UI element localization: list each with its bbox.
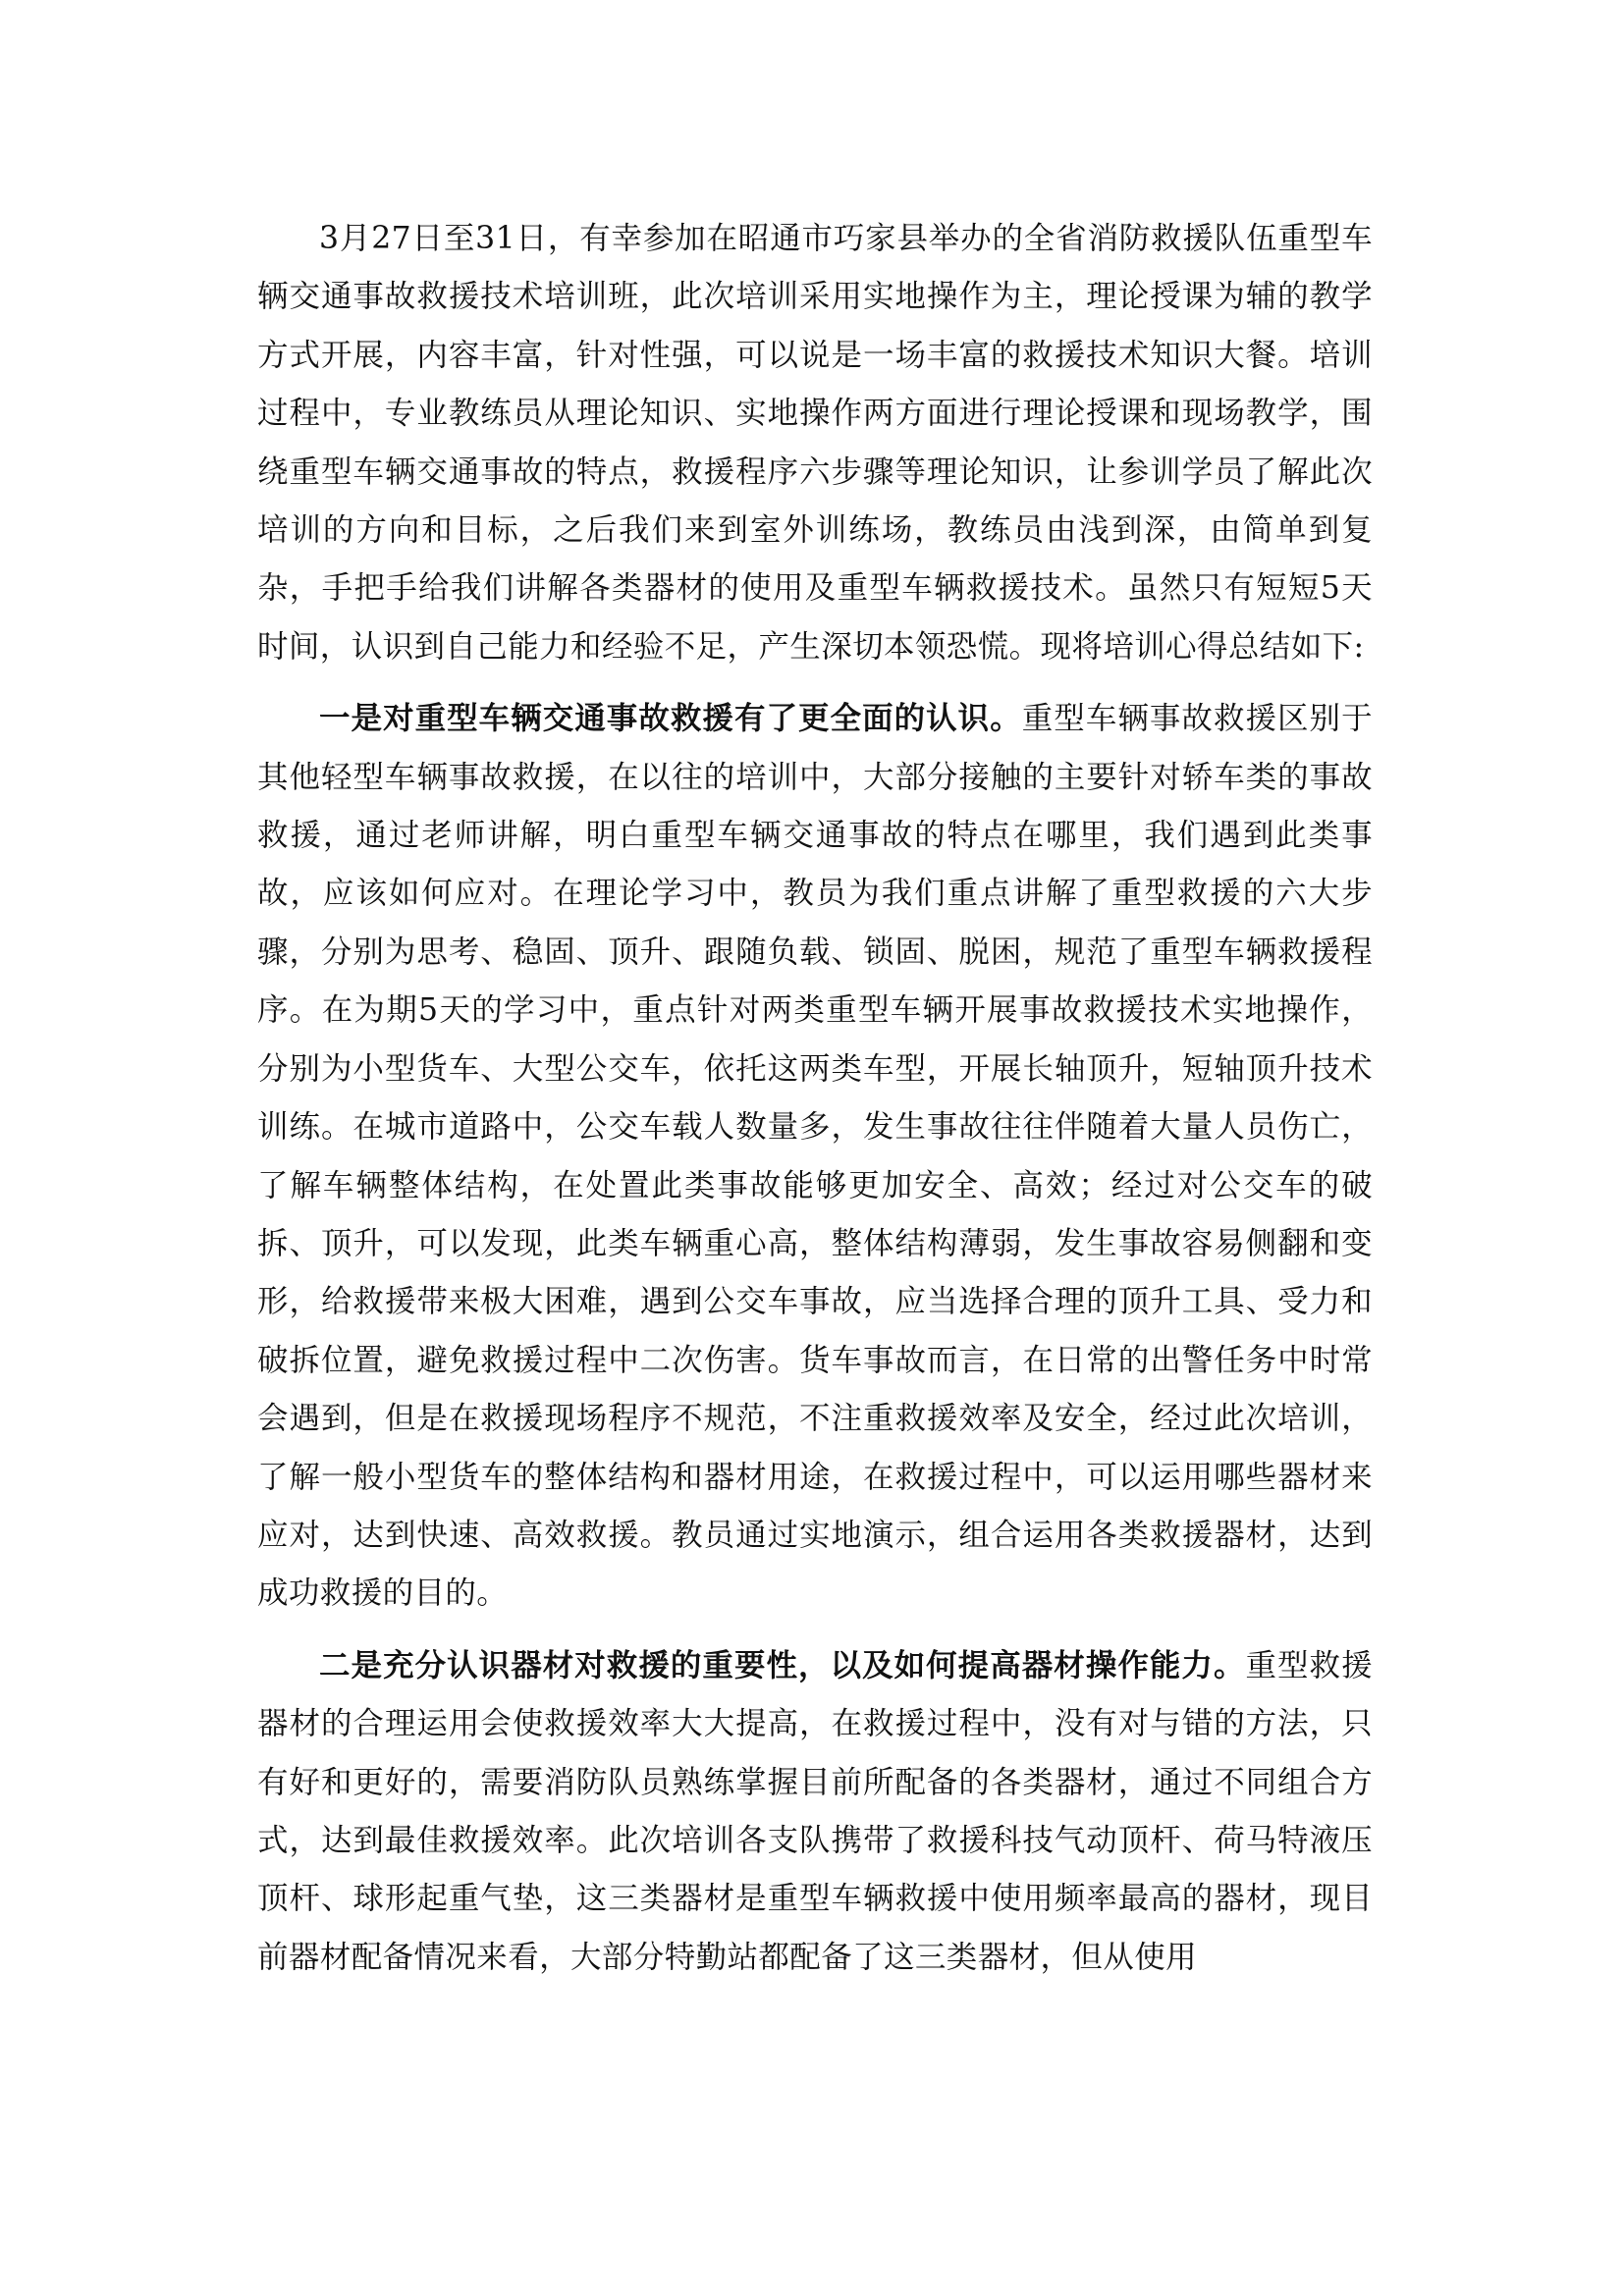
- section-1-text: 重型车辆事故救援区别于其他轻型车辆事故救援，在以往的培训中，大部分接触的主要针对轿车类的事故救援，通过老师讲解，明白重型车辆交通事故的特点在哪里，我们遇到此类事故，应该如何应对。在理论学习中，教员为我们重点讲解了重型救援的六大步骤，分别为思考、稳固、顶升、跟随负载、锁固、脱困，规范了重型车辆救援程序。在为期5天的学习中，重点针对两类重型车辆开展事故救援技术实地操作，分别为小型货车、大型公交车，依托这两类车型，开展长轴顶升，短轴顶升技术训练。在城市道路中，公交车载人数量多，发生事故往往伴随着大量人员伤亡，了解车辆整体结构，在处置此类事故能够更加安全、高效；经过对公交车的破拆、顶升，可以发现，此类车辆重心高，整体结构薄弱，发生事故容易侧翻和变形，给救援带来极大困难，遇到公交车事故，应当选择合理的顶升工具、受力和破拆位置，避免救援过程中二次伤害。货车事故而言，在日常的出警任务中时常会遇到，但是在救援现场程序不规范，不注重救援效率及安全，经过此次培训，了解一般小型货车的整体结构和器材用途，在救援过程中，可以运用哪些器材来应对，达到快速、高效救援。教员通过实地演示，组合运用各类救援器材，达到成功救援的目的。: [257, 701, 1373, 1612]
- section-2-heading: 二是充分认识器材对救援的重要性，以及如何提高器材操作能力。: [319, 1647, 1246, 1683]
- paragraph-intro: [257, 210, 1373, 676]
- section-2-text: 重型救援器材的合理运用会使救援效率大大提高，在救援过程中，没有对与错的方法，只有好和更好的，需要消防队员熟练掌握目前所配备的各类器材，通过不同组合方式，达到最佳救援效率。此次培训各支队携带了救援科技气动顶杆、荷马特液压顶杆、球形起重气垫，这三类器材是重型车辆救援中使用频率最高的器材，现目前器材配备情况来看，大部分特勤站都配备了这三类器材，但从使用: [257, 1647, 1373, 1975]
- document-body: [257, 210, 1373, 1987]
- paragraph-intro-text: 3月27日至31日，有幸参加在昭通市巧家县举办的全省消防救援队伍重型车辆交通事故救援技术培训班，此次培训采用实地操作为主，理论授课为辅的教学方式开展，内容丰富，针对性强，可以说是一场丰富的救援技术知识大餐。培训过程中，专业教练员从理论知识、实地操作两方面进行理论授课和现场教学，围绕重型车辆交通事故的特点，救援程序六步骤等理论知识，让参训学员了解此次培训的方向和目标，之后我们来到室外训练场，教练员由浅到深，由简单到复杂，手把手给我们讲解各类器材的使用及重型车辆救援技术。虽然只有短短5天时间，认识到自己能力和经验不足，产生深切本领恐慌。现将培训心得总结如下:: [257, 221, 1373, 665]
- section-1-heading: 一是对重型车辆交通事故救援有了更全面的认识。: [319, 701, 1022, 737]
- paragraph-section-2: [257, 1637, 1373, 1987]
- paragraph-section-1: [257, 690, 1373, 1624]
